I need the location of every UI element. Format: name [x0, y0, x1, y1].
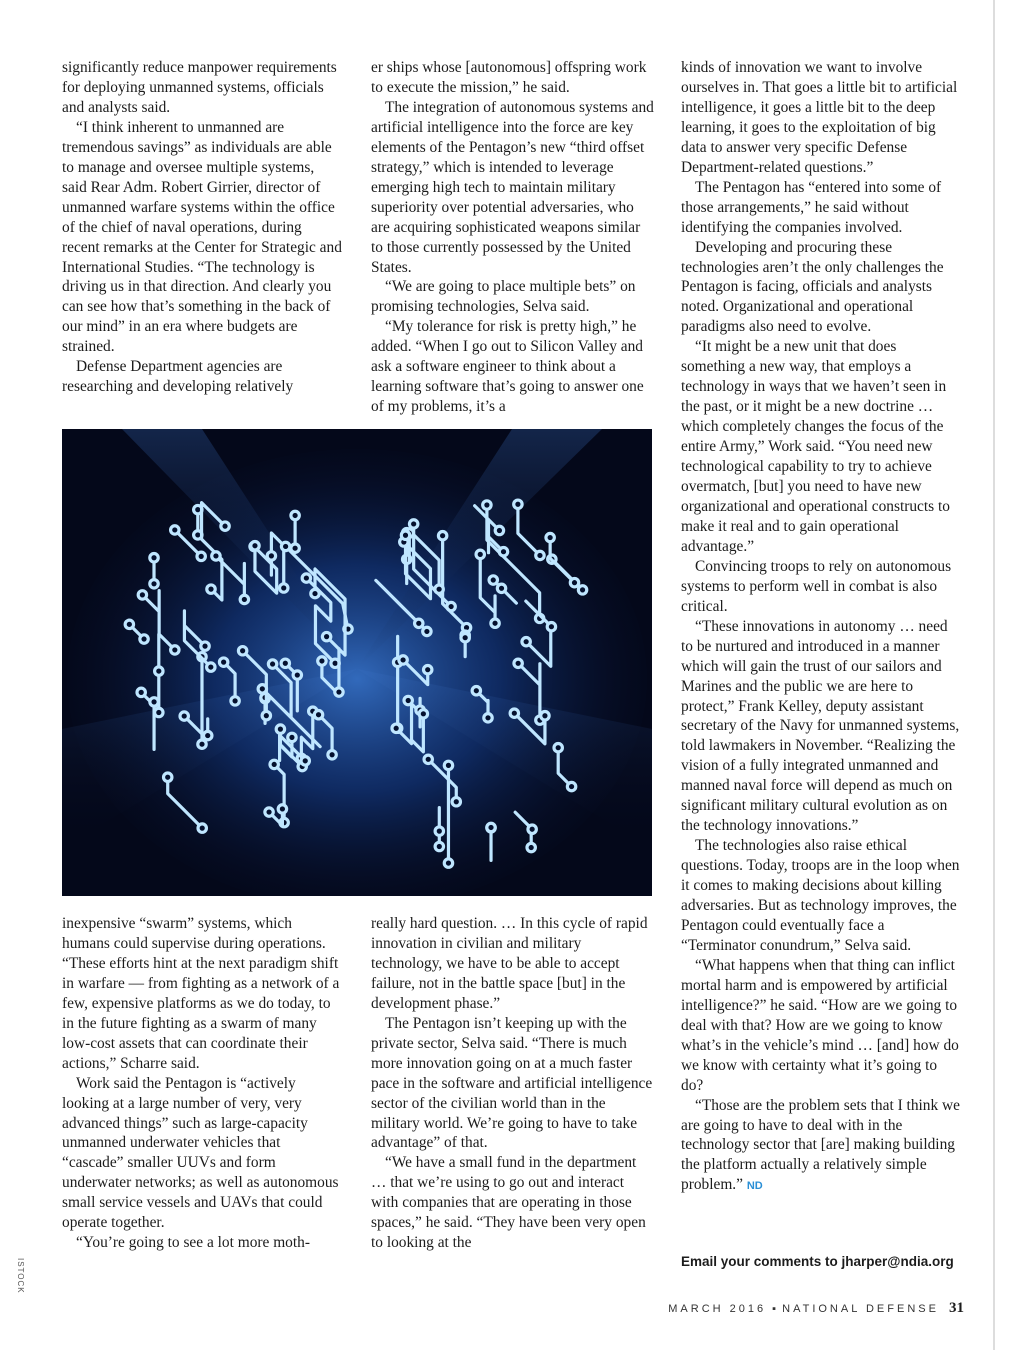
- circuit-node: [280, 584, 288, 592]
- paragraph: The technologies also raise ethical questions. Today, troops are in the loop when it comes to making decisions about killing adversaries. But as technology improves, the Pentagon could eventually face a “Terminator conundrum,” Selva said.: [681, 837, 960, 954]
- circuit-node: [444, 859, 452, 867]
- circuit-node: [262, 711, 270, 719]
- circuit-node: [276, 725, 284, 733]
- circuit-node: [171, 646, 179, 654]
- paragraph: Work said the Pentagon is “actively looking at a large number of very, very advanced things” such as large-capacity unmanned underwater vehicles that “cascade” smaller UUVs and form underwater networks; as well as autonomous small service vessels and UAVs that could operate together.: [62, 1074, 339, 1232]
- circuit-node: [424, 755, 432, 763]
- circuit-node: [221, 522, 229, 530]
- circuit-node: [409, 520, 417, 528]
- email-comments-line: Email your comments to jharper@ndia.org: [681, 1254, 954, 1269]
- paragraph: The Pentagon has “entered into some of those arrangements,” he said without identifying the companies involved.: [681, 178, 942, 236]
- circuit-node: [435, 842, 443, 850]
- circuit-node: [197, 552, 205, 560]
- paragraph: “We have a small fund in the department … that we’re using to go out and interact with companies that are operating in those spaces,” he said. “They have been very open to looking at the: [371, 1154, 646, 1252]
- paragraph: inexpensive “swarm” systems, which humans could supervise during operations. “These efforts hint at the next paradigm shift in warfare — from fighting as a network of a few, expensive platforms as we do today, to in the future fighting as a swarm of many low-cost assets that can coordinate their actions,” Scharre said.: [62, 915, 340, 1072]
- circuit-node: [231, 697, 239, 705]
- circuit-node: [483, 501, 491, 509]
- circuit-node: [301, 757, 309, 765]
- circuit-node: [198, 740, 206, 748]
- circuit-node: [219, 658, 227, 666]
- circuit-node: [288, 733, 296, 741]
- circuit-node: [487, 823, 495, 831]
- paragraph: “We are going to place multiple bets” on promising technologies, Selva said.: [371, 278, 636, 316]
- paragraph: kinds of innovation we want to involve ourselves in. That goes a little bit to artificial intelligence, it goes a little bit to the deep learning, it goes to the exploitation of big data to answer very specific Defense Department-related questions.”: [681, 59, 958, 176]
- circuit-node: [461, 633, 469, 641]
- circuit-node: [392, 724, 400, 732]
- circuit-node: [438, 532, 446, 540]
- circuit-node: [491, 619, 499, 627]
- circuit-node: [472, 687, 480, 695]
- circuit-node: [318, 657, 326, 665]
- paragraph: Convincing troops to rely on autonomous systems to perform well in combat is also critical.: [681, 557, 952, 615]
- column-1-top: [62, 58, 342, 397]
- paragraph: “My tolerance for risk is pretty high,” he added. “When I go out to Silicon Valley and ask a software engineer to think about a learning software that’s going to answer one of my problems, it’s a: [371, 318, 644, 416]
- circuit-node: [484, 714, 492, 722]
- circuit-node: [495, 526, 503, 534]
- circuit-node: [180, 712, 188, 720]
- circuit-node: [335, 688, 343, 696]
- circuit-node: [567, 782, 575, 790]
- circuit-node: [522, 637, 530, 645]
- paragraph: The integration of autonomous systems and artificial intelligence into the force are key elements of the Pentagon’s new “third offset strategy,” which is intended to leverage emerging high tech to maintain military superiority over potential adversaries, who are acquiring sophisticated weapons similar to those currently possessed by the United States.: [371, 98, 654, 276]
- circuit-node: [198, 824, 206, 832]
- circuit-node: [201, 642, 209, 650]
- circuit-node: [238, 647, 246, 655]
- circuit-node: [164, 773, 172, 781]
- circuit-node: [278, 805, 286, 813]
- circuit-node: [435, 585, 443, 593]
- brain-circuit-illustration: [62, 429, 652, 896]
- circuit-node: [424, 665, 432, 673]
- circuit-node: [401, 531, 409, 539]
- page-edge-divider: [993, 0, 995, 1350]
- circuit-node: [291, 544, 299, 552]
- circuit-node: [150, 698, 158, 706]
- circuit-node: [404, 696, 412, 704]
- circuit-node: [293, 671, 301, 679]
- circuit-node: [514, 500, 522, 508]
- circuit-node: [554, 744, 562, 752]
- circuit-node: [419, 710, 427, 718]
- circuit-node: [415, 619, 423, 627]
- column-2-bottom: [371, 914, 655, 1253]
- end-mark: ND: [746, 1180, 763, 1193]
- circuit-node: [171, 526, 179, 534]
- circuit-node: [570, 578, 578, 586]
- paragraph: The Pentagon isn’t keeping up with the private sector, Selva said. “There is much more innovation going on at a much faster pace in the software and artificial intelligence sector of the civilian world than in the military world. We’re going to have to take advantage” of that.: [371, 1014, 653, 1152]
- circuit-node: [497, 584, 505, 592]
- circuit-node: [514, 659, 522, 667]
- circuit-node: [150, 580, 158, 588]
- paragraph: “These innovations in autonomy … need to be nurtured and introduced in a manner which will gain the trust of our sailors and Marines and the public we are here to protect,” Frank Kelley, deputy assistant secretary of the Navy for unmanned systems, told lawmakers in November. “Realizing the vision of a fully integrated unmanned and manned naval force will depend as much on significant military cultural evolution as on the technology innovations.”: [681, 617, 960, 835]
- circuit-node: [125, 620, 133, 628]
- paragraph-text: “Those are the problem sets that I think we are going to have to deal with in the technology sector that [are] making building the platform actually a relatively simple problem.”: [681, 1096, 960, 1194]
- paragraph: Defense Department agencies are researching and developing relatively: [62, 358, 294, 396]
- circuit-node: [322, 632, 330, 640]
- circuit-node: [499, 548, 507, 556]
- circuit-node: [578, 586, 586, 594]
- circuit-node: [212, 552, 220, 560]
- circuit-node: [207, 663, 215, 671]
- page-footer: [668, 1300, 964, 1317]
- circuit-node: [270, 760, 278, 768]
- paragraph: “What happens when that thing can inflict mortal harm and is empowered by artificial intelligence?” he said. “How are we going to deal with that? How are we going to know what’s in the vehicle’s mind … [and] how do we know with certainty what it’s going to do?: [681, 956, 959, 1094]
- circuit-node: [258, 685, 266, 693]
- circuit-node: [204, 731, 212, 739]
- circuit-node: [527, 843, 535, 851]
- circuit-node: [314, 711, 322, 719]
- circuit-node: [311, 589, 319, 597]
- paragraph: “You’re going to see a lot more moth-: [76, 1234, 310, 1252]
- circuit-node: [399, 656, 407, 664]
- circuit-node: [476, 550, 484, 558]
- paragraph: Developing and procuring these technologies aren’t the only challenges the Pentagon is facing, officials and analysts noted. Organizational and operational paradigms also need to evolve.: [681, 238, 944, 336]
- circuit-node: [452, 798, 460, 806]
- circuit-node: [150, 554, 158, 562]
- paragraph: really hard question. … In this cycle of rapid innovation in civilian and military technology, we have to be able to accept failure, not in the battle space [but] in the development phase.”: [371, 915, 648, 1012]
- paragraph: “I think inherent to unmanned are tremendous savings” as individuals are able to manage and oversee multiple systems, said Rear Adm. Robert Girrier, director of unmanned warfare systems within the office of the chief of naval operations, during recent remarks at the Center for Strategic and International Studies. “The technology is driving us in that direction. And clearly you can see how that’s something in the back of our mind” in an era where budgets are strained.: [62, 118, 342, 356]
- photo-credit: ISTOCK: [16, 1258, 25, 1294]
- circuit-node: [291, 511, 299, 519]
- circuit-node: [137, 688, 145, 696]
- circuit-node: [423, 627, 431, 635]
- circuit-node: [444, 761, 452, 769]
- circuit-node: [240, 595, 248, 603]
- circuit-node: [155, 708, 163, 716]
- circuit-node: [328, 751, 336, 759]
- column-1-bottom: [62, 914, 342, 1253]
- circuit-node: [281, 659, 289, 667]
- circuit-node: [140, 635, 148, 643]
- footer-date: MARCH 2016: [668, 1303, 767, 1315]
- final-paragraph: [681, 1096, 963, 1198]
- circuit-node: [251, 542, 259, 550]
- circuit-node: [265, 808, 273, 816]
- circuit-node: [302, 574, 310, 582]
- paragraph: significantly reduce manpower requirements for deploying unmanned systems, officials and analysts said.: [62, 59, 337, 116]
- circuit-node: [546, 533, 554, 541]
- footer-publication: NATIONAL DEFENSE: [782, 1303, 939, 1315]
- footer-bullet: ▪: [772, 1303, 777, 1315]
- paragraph: “It might be a new unit that does something a new way, that employs a technology in ways that we haven’t seen in the past, or it might be a new doctrine … which completely changes the focus of the entire Army,” Work said. “You need new technological capability to try to achieve overmatch, [but] you need to have new organizational and operational constructs to make it real and to gain operational advantage.”: [681, 338, 950, 555]
- circuit-node: [155, 667, 163, 675]
- column-3: [681, 58, 963, 1197]
- circuit-node: [510, 709, 518, 717]
- circuit-node: [281, 542, 289, 550]
- circuit-node: [547, 623, 555, 631]
- circuit-node: [489, 576, 497, 584]
- circuit-node: [435, 827, 443, 835]
- brain-circuit-icon: [62, 429, 652, 896]
- circuit-node: [536, 551, 544, 559]
- column-2-top: [371, 58, 655, 417]
- circuit-node: [207, 585, 215, 593]
- circuit-node: [268, 660, 276, 668]
- page-number: 31: [949, 1300, 964, 1316]
- circuit-node: [528, 825, 536, 833]
- circuit-node: [138, 591, 146, 599]
- circuit-node: [541, 712, 549, 720]
- paragraph: er ships whose [autonomous] offspring work to execute the mission,” he said.: [371, 59, 647, 96]
